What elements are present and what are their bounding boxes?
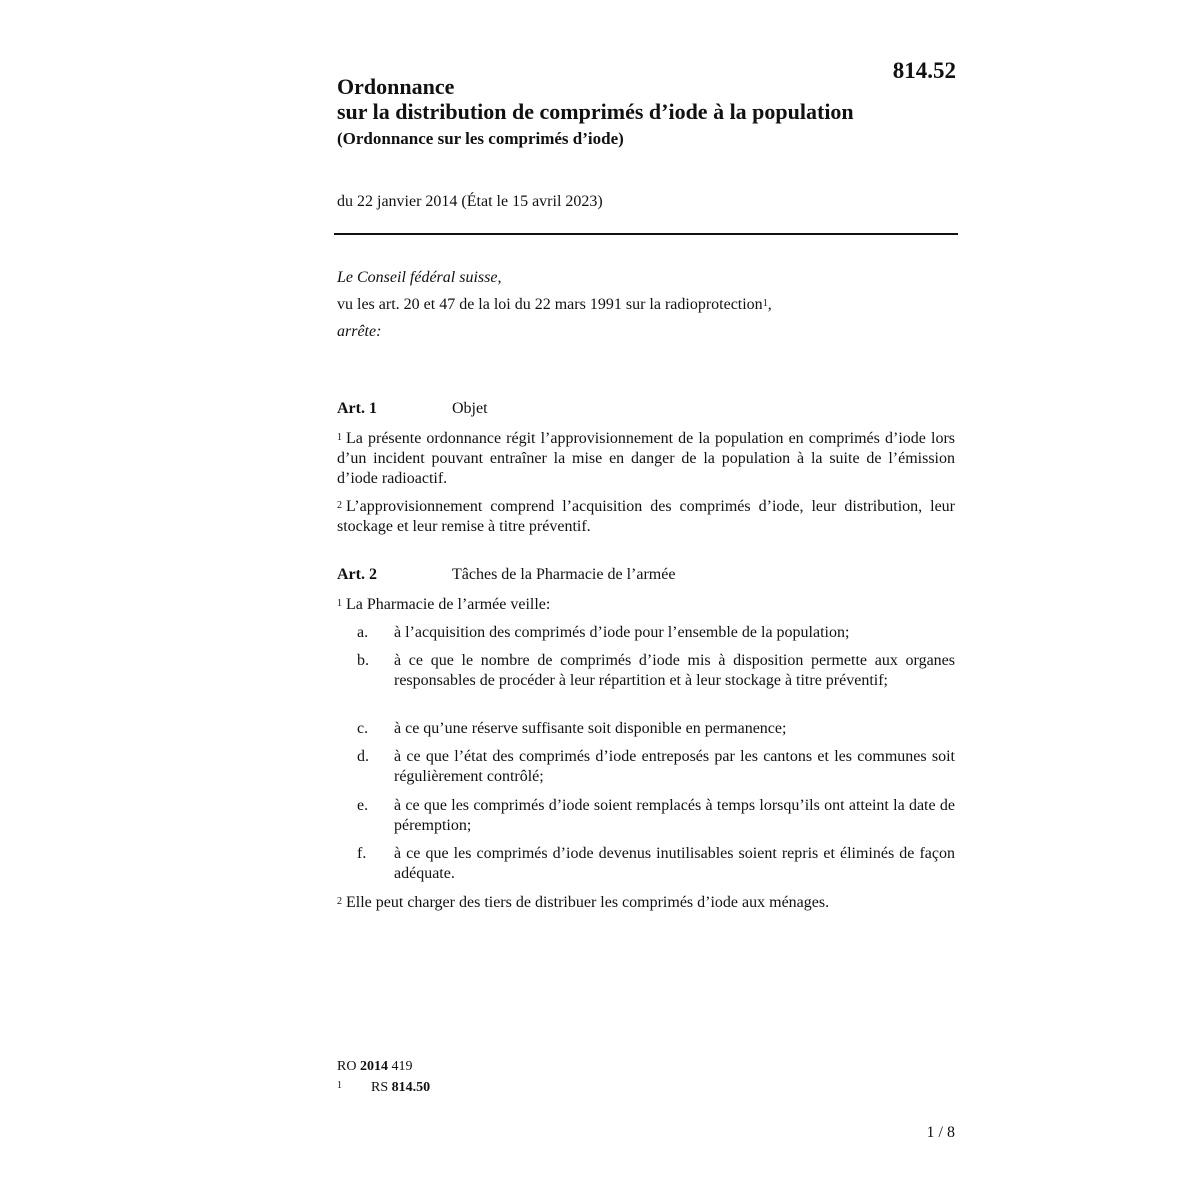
rs-number: 814.52: [892, 58, 956, 83]
title-line-1: Ordonnance: [337, 74, 455, 99]
paragraph-text: L’approvisionnement comprend l’acquisition des comprimés d’iode, leur distribution, leur stockage et leur remise à titre préventif.: [337, 498, 955, 535]
list-letter: e.: [357, 797, 369, 814]
article-2-title: Tâches de la Pharmacie de l’armée: [452, 566, 676, 583]
ro-page: 419: [391, 1059, 413, 1074]
list-letter: c.: [357, 720, 369, 737]
list-letter: d.: [357, 748, 369, 765]
preamble: [337, 264, 957, 345]
list-text: à l’acquisition des comprimés d’iode pour l’ensemble de la population;: [394, 624, 850, 641]
preamble-authority: Le Conseil fédéral suisse,: [337, 269, 502, 286]
paragraph-text: La présente ordonnance régit l’approvisionnement de la population en comprimés d’iode lors d’un incident pouvant entraîner la mise en danger de la population à la suite de l’émission d’iode radioactif.: [337, 430, 955, 487]
article-2-heading: [337, 566, 675, 584]
enactment-date: du 22 janvier 2014 (État le 15 avril 2023): [337, 193, 603, 210]
footnote-number: 1: [337, 1080, 342, 1091]
page-title: [337, 74, 937, 124]
article-1-paragraph-2: [337, 497, 955, 537]
preamble-basis-end: ,: [767, 296, 772, 313]
list-text: à ce qu’une réserve suffisante soit disponible en permanence;: [394, 720, 787, 737]
paragraph-number: 1: [337, 598, 342, 609]
preamble-basis: [337, 291, 957, 318]
list-letter: b.: [357, 652, 369, 669]
footnote-prefix: RS: [371, 1080, 389, 1095]
list-letter: a.: [357, 624, 369, 641]
footnote-1: [337, 1080, 430, 1096]
paragraph-number: 2: [337, 500, 342, 511]
list-text: à ce que le nombre de comprimés d’iode mis à disposition permette aux organes responsables de procéder à leur répartition et à leur stockage à titre préventif;: [394, 652, 955, 689]
official-compilation-ref: [337, 1059, 412, 1075]
paragraph-number: 1: [337, 432, 342, 443]
ro-year: 2014: [359, 1059, 388, 1074]
short-title: (Ordonnance sur les comprimés d’iode): [337, 129, 624, 148]
paragraph-text: La Pharmacie de l’armée veille:: [346, 596, 551, 613]
list-text: à ce que les comprimés d’iode soient remplacés à temps lorsqu’ils ont atteint la date de péremption;: [394, 797, 955, 834]
footnote-ref-1[interactable]: 1: [762, 298, 768, 309]
title-line-2: sur la distribution de comprimés d’iode à la population: [337, 99, 854, 124]
page-number: 1 / 8: [926, 1124, 955, 1141]
article-1-number: Art. 1: [337, 400, 377, 417]
list-text: à ce que l’état des comprimés d’iode entreposés par les cantons et les communes soit régulièrement contrôlé;: [394, 748, 955, 785]
article-1-title: Objet: [452, 400, 488, 417]
article-2-number: Art. 2: [337, 566, 377, 583]
article-1-heading: [337, 400, 488, 418]
article-2-paragraph-2: [337, 893, 955, 913]
paragraph-text: Elle peut charger des tiers de distribuer les comprimés d’iode aux ménages.: [346, 894, 830, 911]
list-letter: f.: [357, 845, 367, 862]
footnote-link[interactable]: 814.50: [391, 1080, 431, 1095]
list-text: à ce que les comprimés d’iode devenus inutilisables soient repris et éliminés de façon adéquate.: [394, 845, 955, 882]
header-divider: [334, 233, 958, 235]
preamble-decree: arrête:: [337, 323, 382, 340]
preamble-basis-text: vu les art. 20 et 47 de la loi du 22 mars 1991 sur la radioprotection: [337, 296, 763, 313]
article-2-paragraph-1: [337, 595, 955, 615]
article-1-paragraph-1: [337, 429, 955, 489]
paragraph-number: 2: [337, 896, 342, 907]
ro-prefix: RO: [337, 1059, 357, 1074]
